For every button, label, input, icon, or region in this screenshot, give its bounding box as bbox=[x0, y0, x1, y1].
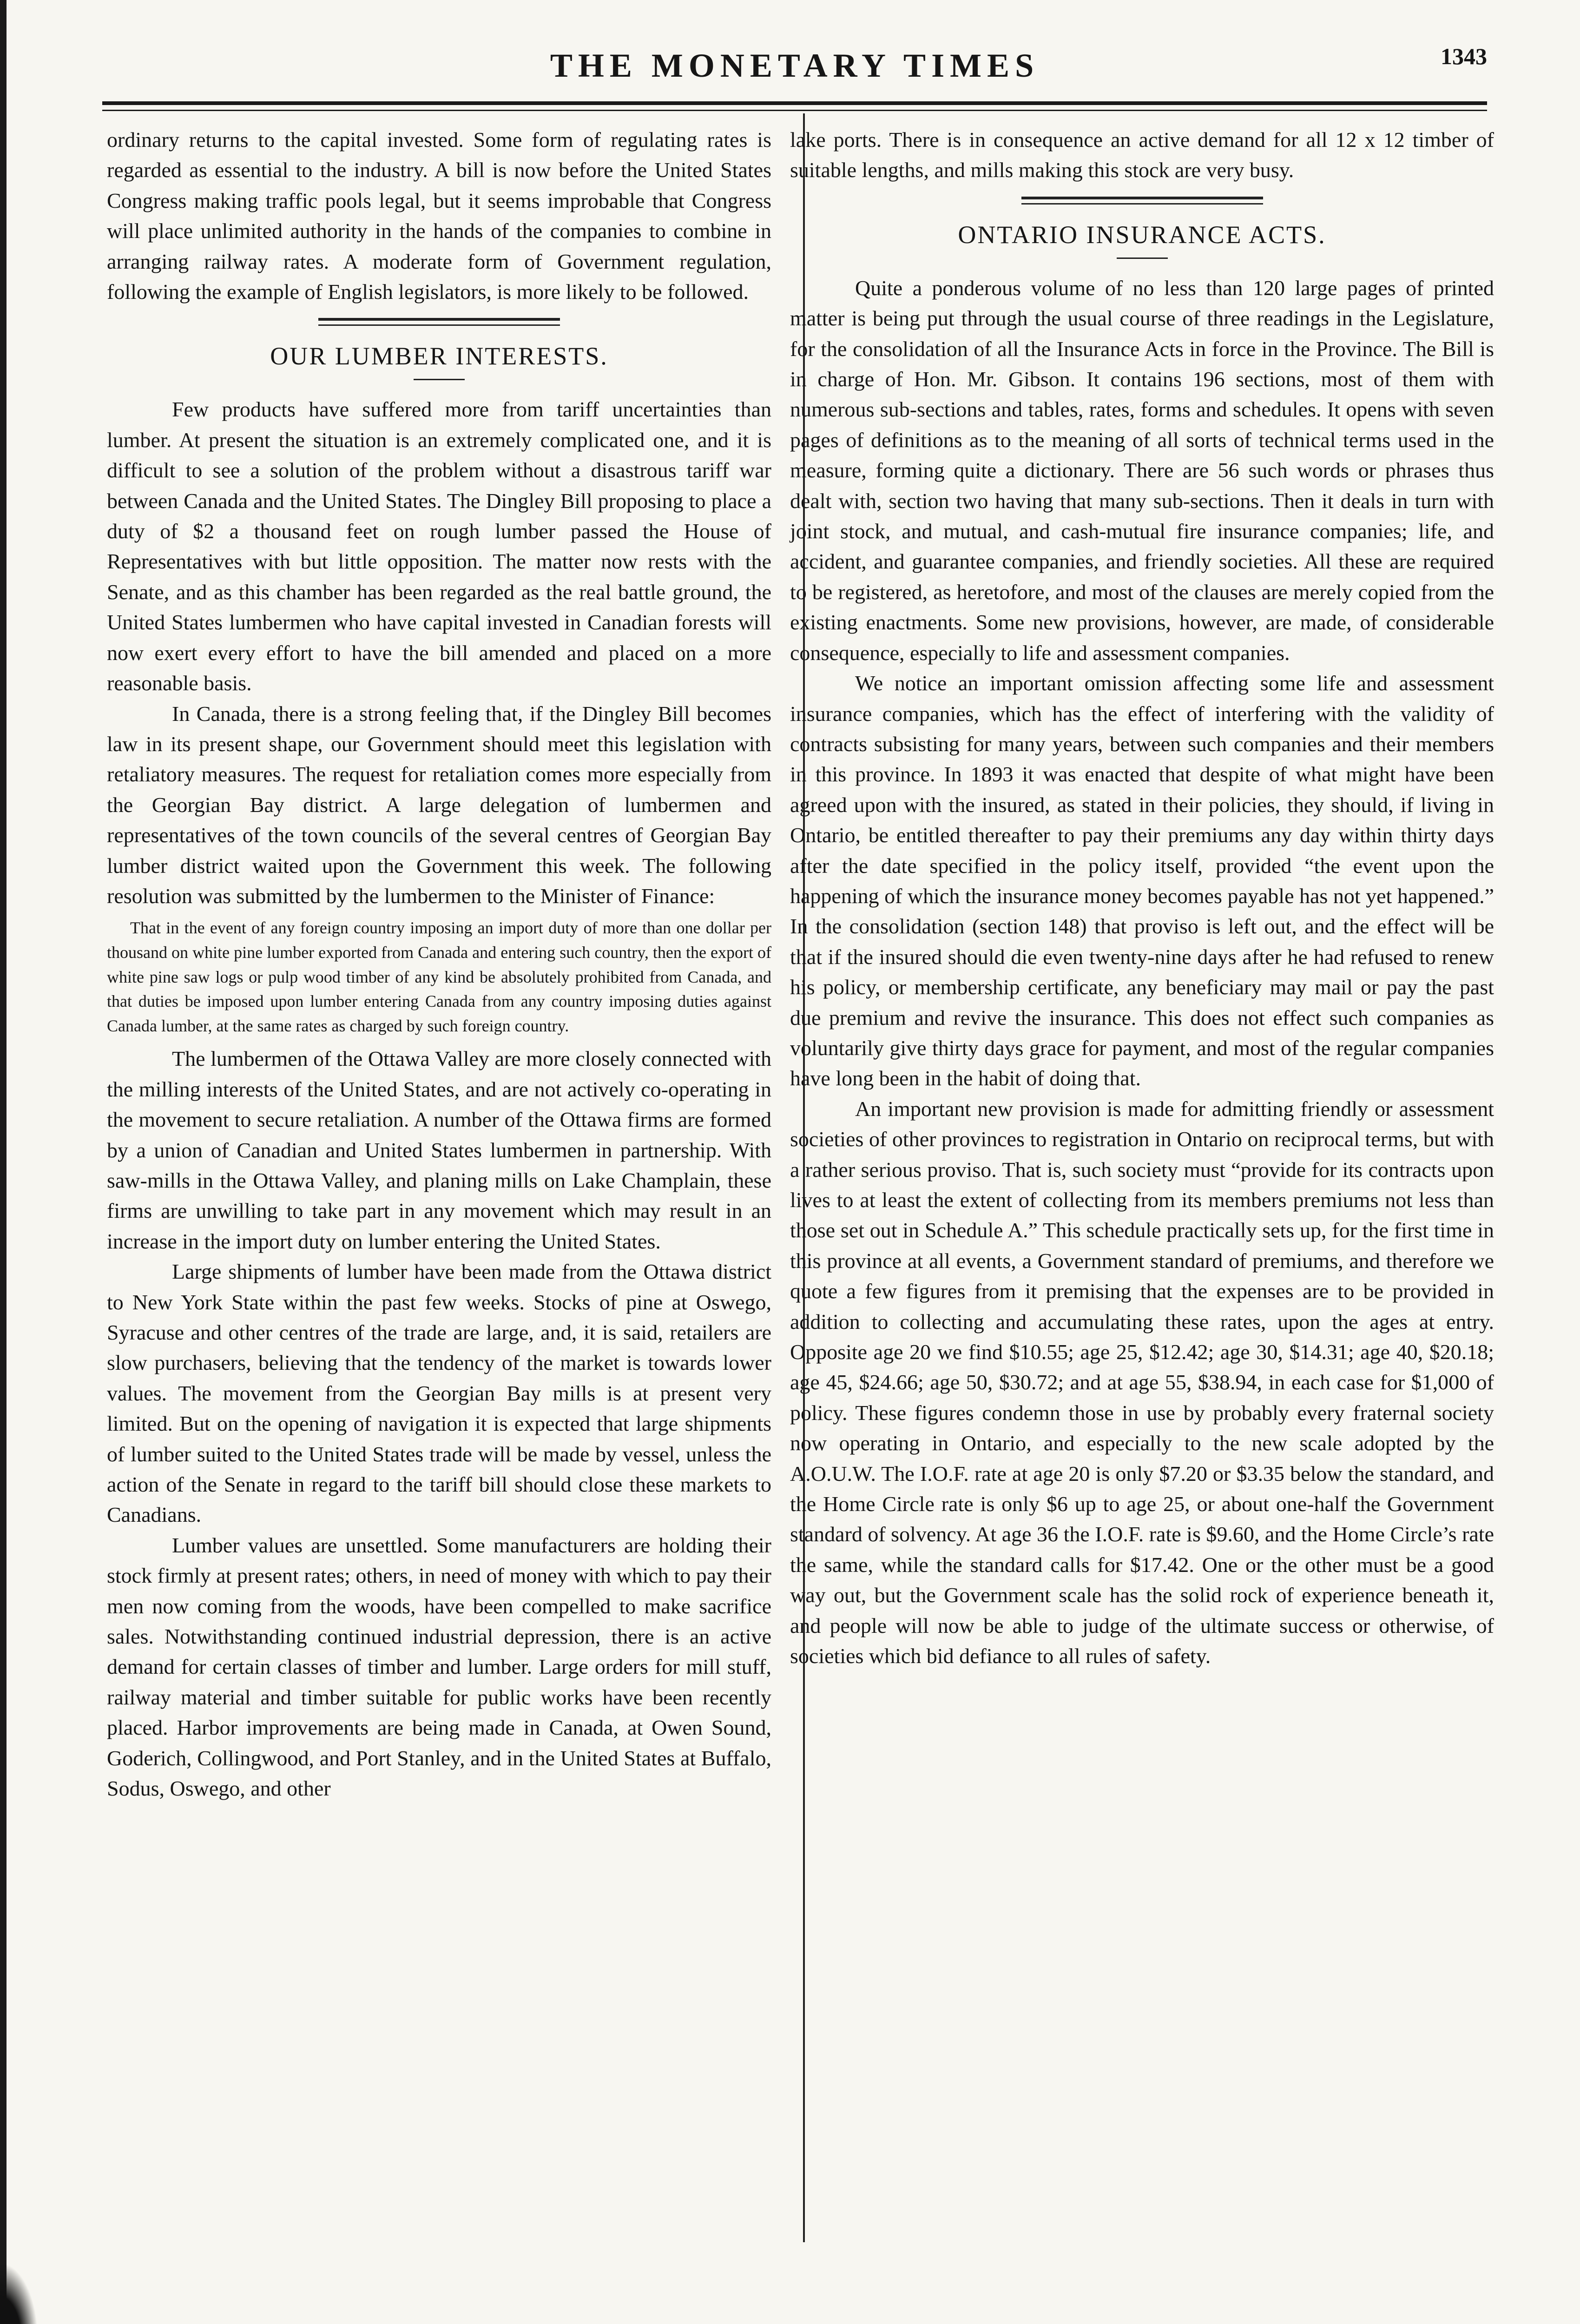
right-column bbox=[790, 125, 1494, 1671]
masthead-title: THE MONETARY TIMES bbox=[550, 47, 1040, 84]
continued-paragraph: ordinary returns to the capital invested. Some form of regulating rates is regarded as essential to the industry. A bill is now before the United States Congress making traffic pools legal, but it seems improbable that Congress will place unlimited authority in the hands of the companies to combine in arranging railway rates. A moderate form of Government regulation, following the example of English legislators, is more likely to be followed. bbox=[107, 128, 771, 304]
page-binding-edge bbox=[0, 0, 7, 2324]
section-separator-rule bbox=[318, 318, 560, 326]
article-paragraph: Few products have suffered more from tariff uncertainties than lumber. At present the situation is an extremely complicated one, and it is difficult to see a solution of the problem without a disastrous tariff war between Canada and the United States. The Dingley Bill proposing to place a duty of $2 a thousand feet on rough lumber passed the House of Representatives with but little opposition. The matter now rests with the Senate, and as this chamber has been regarded as the real battle ground, the United States lumbermen who have capital invested in Canadian forests will now exert every effort to have the bill amended and placed on a more reasonable basis. bbox=[107, 397, 771, 695]
section-separator-rule bbox=[1021, 197, 1263, 205]
title-underline-rule bbox=[414, 379, 465, 380]
article-paragraph: Quite a ponderous volume of no less than 120 large pages of printed matter is being put through the usual course of three readings in the Legislature, for the consolidation of all the Insurance Acts in force in the Province. The Bill is in charge of Hon. Mr. Gibson. It contains 196 sections, most of them with numerous sub-sections and tables, rates, forms and schedules. It opens with seven pages of definitions as to the meaning of all sorts of technical terms used in the measure, forming quite a dictionary. There are 56 such words or phrases thus dealt with, section two having that many sub-sections. Then it deals in turn with joint stock, and mutual, and cash-mutual fire insurance companies; life, and accident, and guarantee companies, and friendly societies. All these are required to be registered, as heretofore, and most of the clauses are merely copied from the existing enactments. Some new provisions, however, are made, of considerable consequence, especially to life and assessment companies. bbox=[790, 276, 1494, 665]
title-underline-rule bbox=[1117, 257, 1168, 259]
article-paragraph: Large shipments of lumber have been made from the Ottawa district to New York State within the past few weeks. Stocks of pine at Oswego, Syracuse and other centres of the trade are large, and, it is said, retailers are slow purchasers, believing that the tendency of the market is towards lower values. The movement from the Georgian Bay mills is at present very limited. But on the opening of navigation it is expected that large shipments of lumber suited to the United States trade will be made by vessel, unless the action of the Senate in regard to the tariff bill should close these markets to Canadians. bbox=[107, 1260, 771, 1527]
article-paragraph: The lumbermen of the Ottawa Valley are more closely connected with the milling interests of the United States, and are not actively co-operating in the movement to secure retaliation. A number of the Ottawa firms are formed by a union of Canadian and United States lumbermen in partnership. With saw-mills in the Ottawa Valley, and planing mills on Lake Champlain, these firms are unwilling to take part in any movement which may result in an increase in the import duty on lumber entering the United States. bbox=[107, 1047, 771, 1253]
article-paragraph: In Canada, there is a strong feeling that, if the Dingley Bill becomes law in its present shape, our Government should meet this legislation with retaliatory measures. The request for retaliation comes more especially from the Georgian Bay district. A large delegation of lumbermen and representatives of the town councils of the several centres of Georgian Bay lumber district waited upon the Government this week. The following resolution was submitted by the lumbermen to the Minister of Finance: bbox=[107, 701, 771, 908]
ink-blot bbox=[0, 2265, 37, 2324]
page-header bbox=[102, 43, 1487, 94]
header-rule-thin bbox=[102, 110, 1487, 111]
article-paragraph: Lumber values are unsettled. Some manufacturers are holding their stock firmly at present rates; others, in need of money with which to pay their men now coming from the woods, have been compelled to make sacrifice sales. Notwithstanding continued industrial depression, there is an active demand for certain classes of timber and lumber. Large orders for mill stuff, railway material and timber suitable for public works have been recently placed. Harbor improvements are being made in Canada, at Owen Sound, Goderich, Collingwood, and Port Stanley, and in the United States at Buffalo, Sodus, Oswego, and other bbox=[107, 1533, 771, 1801]
page-number: 1343 bbox=[1441, 43, 1487, 69]
continued-paragraph: lake ports. There is in consequence an active demand for all 12 x 12 timber of suitable lengths, and mills making this stock are very busy. bbox=[790, 128, 1494, 182]
left-column bbox=[107, 125, 771, 1803]
resolution-quote: That in the event of any foreign country imposing an import duty of more than one dollar per thousand on white pine lumber exported from Canada and entering such country, then the export of white pine saw logs or pulp wood timber of any kind be absolutely prohibited from Canada, and that duties be imposed upon lumber entering Canada from any country imposing duties against Canada lumber, at the same rates as charged by such foreign country. bbox=[107, 918, 771, 1035]
article-paragraph: We notice an important omission affecting some life and assessment insurance companies, which has the effect of interfering with the validity of contracts subsisting for many years, between such companies and their members in this province. In 1893 it was enacted that despite of what might have been agreed upon with the insured, as stated in their policies, they should, if living in Ontario, be entitled thereafter to pay their premiums any day within thirty days after the date specified in the policy itself, provided “the event upon the happening of which the insurance money becomes payable has not yet happened.” In the consolidation (section 148) that proviso is left out, and the effect will be that if the insured should die even twenty-nine days after he had refused to renew his policy, or membership certificate, any beneficiary may mail or pay the past due premium and revive the insurance. This does not effect such companies as voluntarily give thirty days grace for payment, and most of the regular companies have long been in the habit of doing that. bbox=[790, 671, 1494, 1090]
header-rule-thick bbox=[102, 101, 1487, 105]
section-title-insurance: ONTARIO INSURANCE ACTS. bbox=[958, 220, 1326, 249]
article-paragraph: An important new provision is made for admitting friendly or assessment societies of other provinces to registration in Ontario on reciprocal terms, but with a rather serious proviso. That is, such society must “provide for its contracts upon lives to at least the extent of collecting from its members premiums not less than those set out in Schedule A.” This schedule practically sets up, for the first time in this province at all events, a Government standard of premiums, and therefore we quote a few figures from it premising that the expenses are to be provided in addition to collecting and accumulating these rates, upon the ages at entry. Opposite age 20 we find $10.55; age 25, $12.42; age 30, $14.31; age 40, $20.18; age 45, $24.66; age 50, $30.72; and at age 55, $38.94, in each case for $1,000 of policy. These figures condemn those in use by probably every fraternal society now operating in Ontario, and especially to the new scale adopted by the A.O.U.W. The I.O.F. rate at age 20 is only $7.20 or $3.35 below the standard, and the Home Circle rate is only $6 up to age 25, or about one-half the Government standard of solvency. At age 36 the I.O.F. rate is $9.60, and the Home Circle’s rate the same, while the standard calls for $17.42. One or the other must be a good way out, but the Government scale has the solid rock of experience beneath it, and people will now be able to judge of the ultimate success or otherwise, of societies which bid defiance to all rules of safety. bbox=[790, 1096, 1494, 1668]
section-title-lumber: OUR LUMBER INTERESTS. bbox=[270, 342, 608, 370]
